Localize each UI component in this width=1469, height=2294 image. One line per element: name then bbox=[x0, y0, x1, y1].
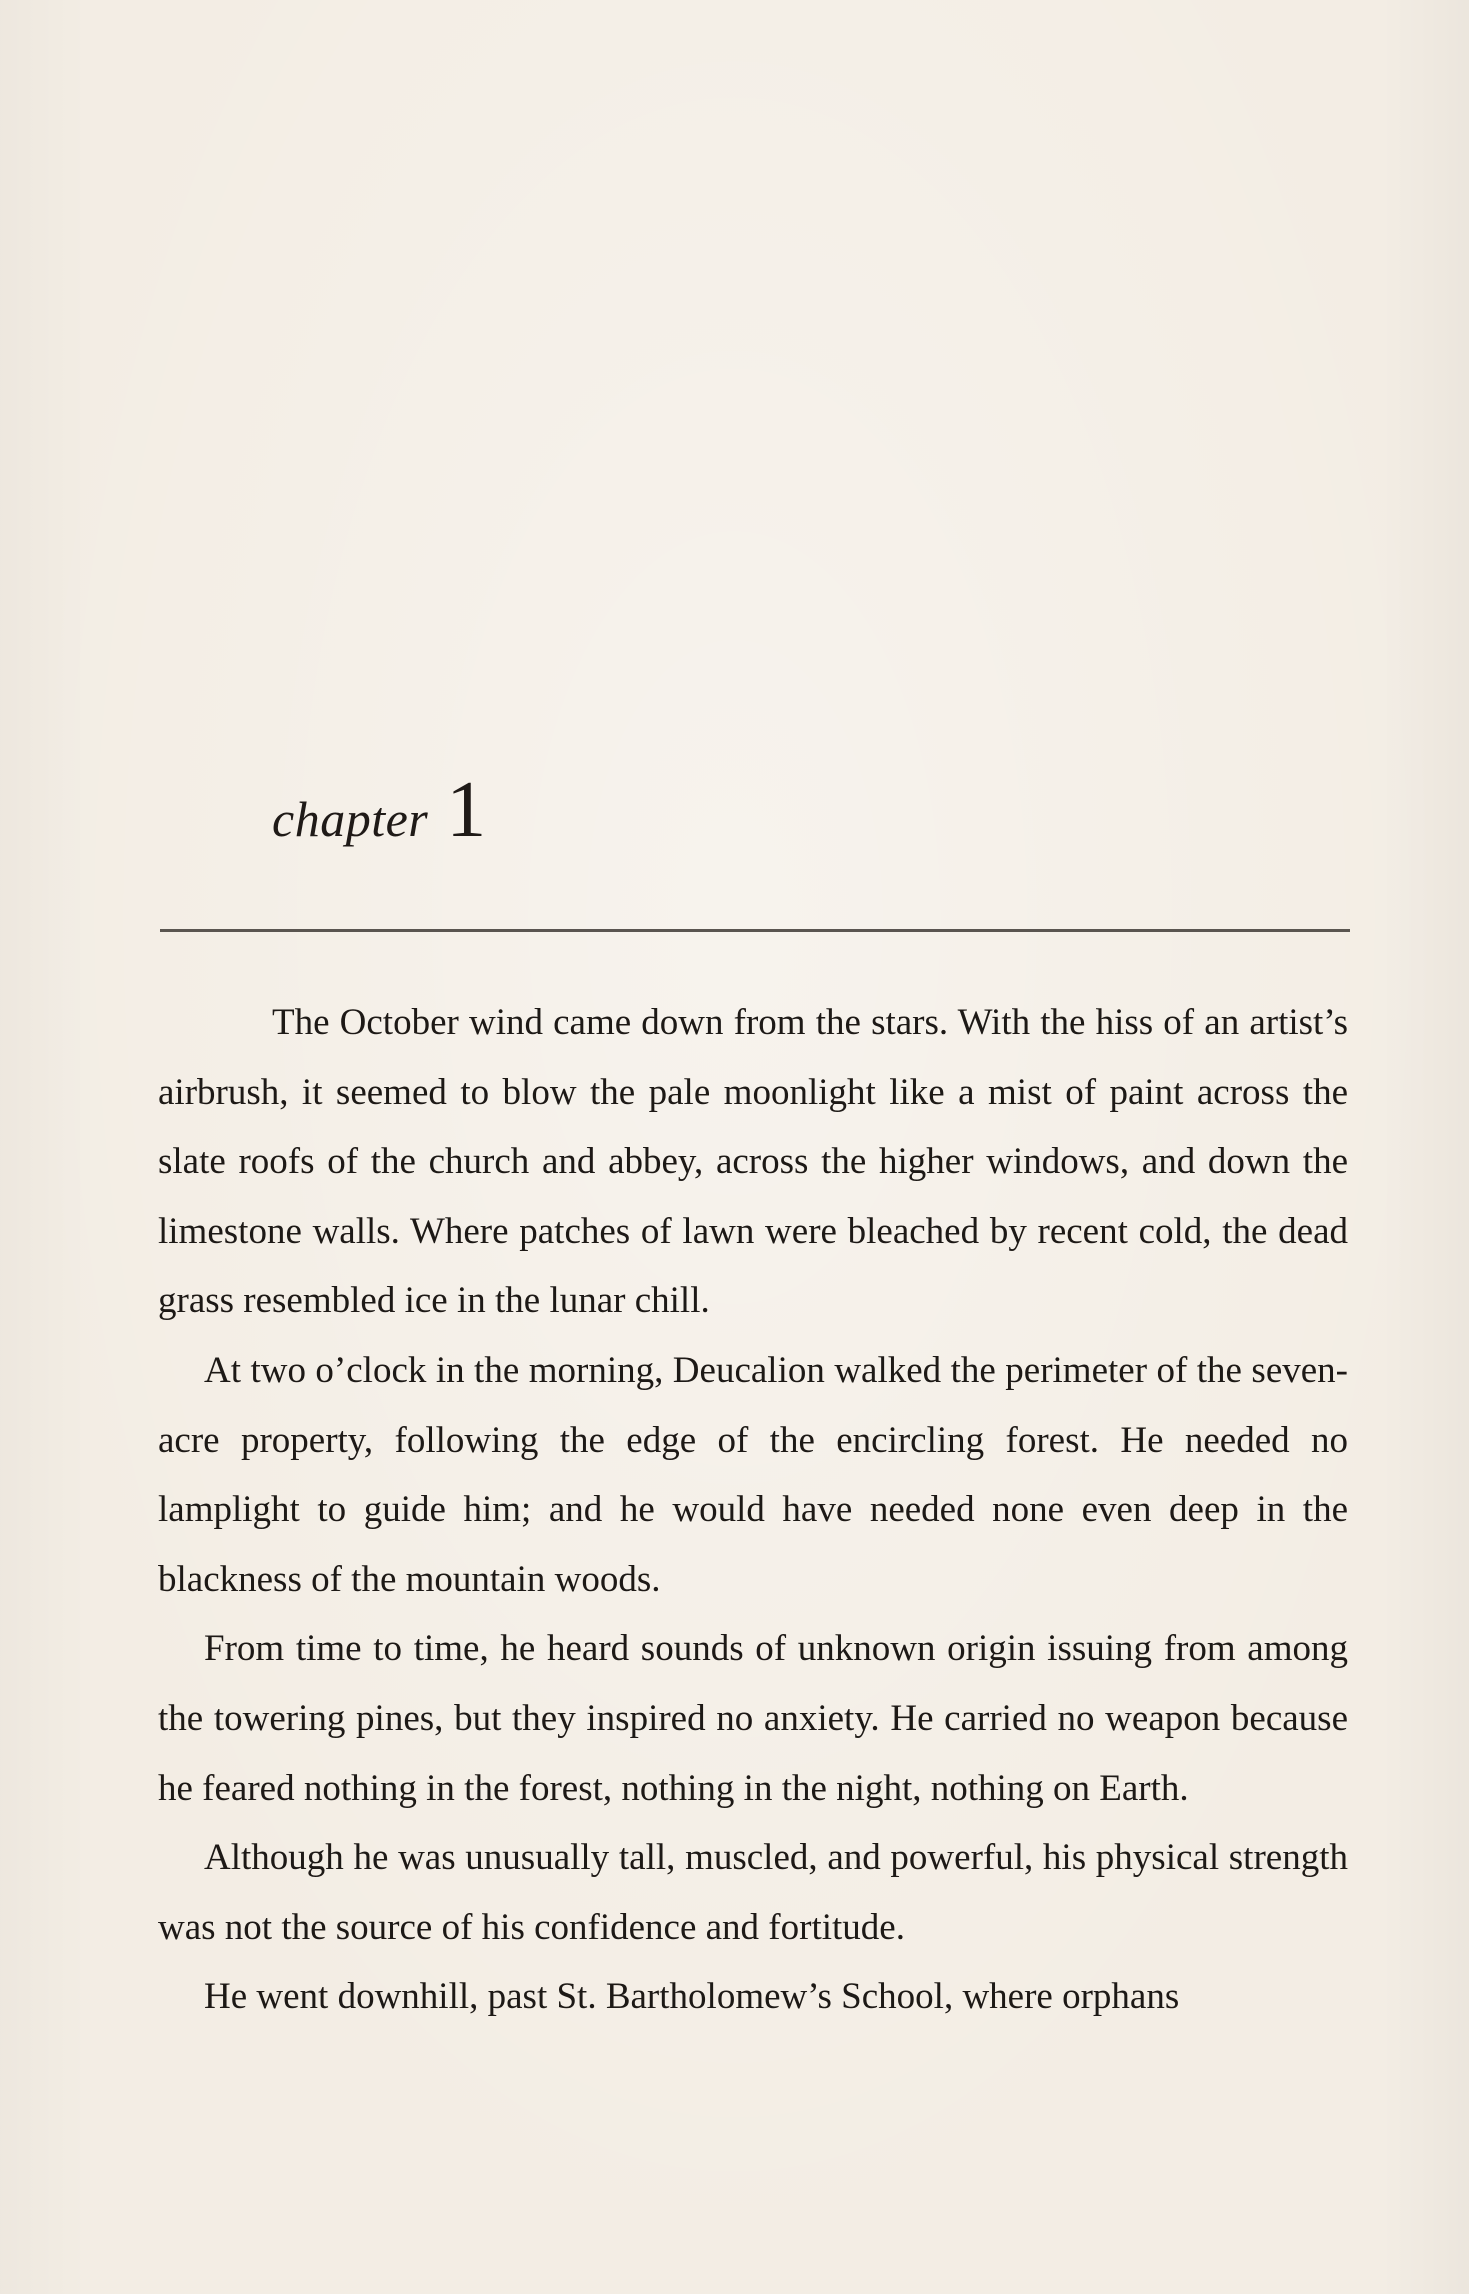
paragraph-1: The October wind came down from the stars. With the hiss of an artist’s airbrush, it seemed to blow the pale moonlight like a mist of paint across the slate roofs of the church and abbey, across the higher windows, and down the limestone walls. Where patches of lawn were bleached by recent cold, the dead grass resembled ice in the lunar chill. bbox=[158, 1002, 1348, 1322]
paragraph-4: Although he was unusually tall, muscled, and powerful, his physical strength was not the source of his confidence and fortitude. bbox=[158, 1837, 1348, 1948]
paragraph-5: He went downhill, past St. Bartholomew’s School, where orphans bbox=[204, 1976, 1180, 2018]
chapter-heading bbox=[272, 766, 487, 880]
paragraph-3: From time to time, he heard sounds of unknown origin issuing from among the towering pines, but they inspired no anxiety. He carried no weapon because he feared nothing in the forest, nothing in the night, nothing on Earth. bbox=[158, 1628, 1348, 1809]
chapter-divider bbox=[160, 929, 1350, 932]
paragraph-2: At two o’clock in the morning, Deucalion walked the perimeter of the seven-acre property, following the edge of the encircling forest. He needed no lamplight to guide him; and he would have needed none even deep in the blackness of the mountain woods. bbox=[158, 1349, 1348, 1600]
chapter-number: 1 bbox=[446, 766, 487, 854]
chapter-body bbox=[158, 988, 1348, 2032]
chapter-word: chapter bbox=[272, 791, 429, 847]
